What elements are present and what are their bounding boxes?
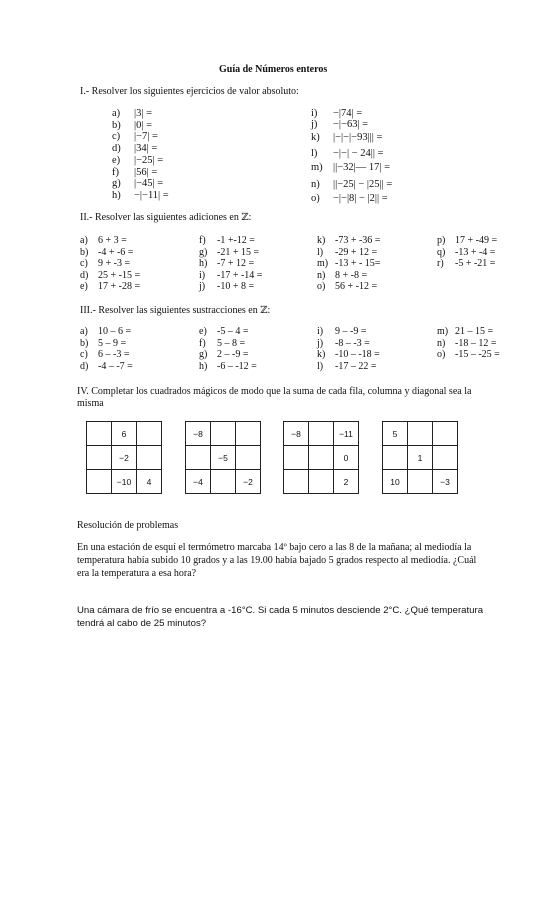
exercise-item [199, 270, 262, 281]
exercise-item [437, 258, 495, 269]
magic-square-cell[interactable]: −8 [186, 422, 211, 446]
exercise-item [80, 361, 133, 372]
exercise-expression: 25 + -15 = [98, 269, 141, 281]
exercise-item [317, 361, 376, 372]
exercise-expression: 56 + -12 = [335, 281, 378, 292]
exercise-expression: -18 – 12 = [455, 337, 497, 349]
exercise-expression: -4 – -7 = [98, 360, 133, 372]
exercise-item [437, 338, 496, 349]
exercise-expression: -13 + -4 = [455, 246, 496, 258]
exercise-expression: -21 + 15 = [217, 246, 260, 258]
problem-2 [77, 604, 483, 630]
exercise-expression: 17 + -28 = [98, 281, 141, 292]
exercise-expression: |0| = [134, 119, 153, 131]
exercise-letter: b) [112, 119, 121, 131]
magic-square-cell[interactable] [408, 470, 433, 494]
exercise-item [112, 108, 152, 120]
exercise-item [199, 338, 245, 349]
exercise-item [317, 247, 377, 258]
exercise-expression: −|−11| = [134, 189, 169, 201]
magic-square-cell[interactable]: 4 [137, 470, 162, 494]
exercise-expression: 21 – 15 = [455, 326, 494, 337]
magic-square-cell[interactable]: −2 [236, 470, 261, 494]
magic-square-cell[interactable] [87, 422, 112, 446]
magic-square-cell[interactable]: −8 [284, 422, 309, 446]
section-2-heading: II.- Resolver las siguientes adiciones en ℤ: [80, 212, 252, 223]
exercise-item [112, 131, 158, 143]
exercise-letter: d) [80, 360, 89, 372]
magic-square-cell[interactable]: 10 [383, 470, 408, 494]
exercise-letter: i) [311, 108, 318, 119]
exercise-item [317, 326, 366, 337]
exercise-letter: r) [437, 258, 444, 269]
exercise-expression: 6 + 3 = [98, 235, 127, 246]
magic-square-cell[interactable] [87, 470, 112, 494]
problem-1-line: era la temperatura a esa hora? [77, 568, 197, 579]
exercise-letter: k) [317, 349, 326, 360]
magic-square-cell[interactable] [87, 446, 112, 470]
exercise-expression: -10 + 8 = [217, 281, 255, 292]
exercise-expression: −|−63| = [333, 119, 369, 130]
problem-1-line: temperatura había subido 10 grados y a las 19.00 había bajado 5 grados respecto al mediodía. ¿Cuál [77, 555, 477, 566]
magic-square-cell[interactable]: −4 [186, 470, 211, 494]
exercise-letter: e) [80, 281, 88, 292]
magic-square-cell[interactable]: −5 [211, 446, 236, 470]
exercise-item [199, 247, 259, 258]
magic-square-cell[interactable]: 6 [112, 422, 137, 446]
exercise-item [112, 190, 169, 202]
exercise-expression: 9 + -3 = [98, 258, 131, 269]
exercise-expression: -5 – 4 = [217, 326, 249, 337]
magic-square-cell[interactable] [236, 446, 261, 470]
exercise-letter: e) [112, 154, 121, 166]
exercise-item [80, 247, 133, 258]
exercise-item [437, 235, 497, 246]
exercise-expression: 8 + -8 = [335, 269, 368, 281]
section-4-heading-line1: IV. Completar los cuadrados mágicos de modo que la suma de cada fila, columna y diagonal sea la [77, 386, 472, 397]
magic-square [86, 421, 162, 494]
exercise-letter: f) [112, 166, 119, 178]
magic-square-cell[interactable]: 1 [408, 446, 433, 470]
magic-square-cell[interactable] [211, 470, 236, 494]
exercise-item [80, 235, 127, 246]
exercise-letter: k) [311, 132, 320, 143]
exercise-item [311, 132, 382, 144]
magic-square-cell[interactable] [309, 422, 334, 446]
problem-1 [77, 541, 476, 580]
exercise-item [317, 235, 380, 246]
exercise-letter: o) [437, 349, 446, 360]
problems-heading: Resolución de problemas [77, 520, 179, 531]
exercise-item [199, 235, 255, 246]
exercise-expression: -15 – -25 = [455, 349, 500, 360]
exercise-item [112, 167, 157, 179]
exercise-item [199, 361, 257, 372]
magic-square-cell[interactable] [211, 422, 236, 446]
exercise-item [437, 326, 493, 337]
exercise-expression: -5 + -21 = [455, 258, 496, 269]
exercise-expression: −|74| = [333, 108, 363, 119]
magic-square-cell[interactable]: 0 [334, 446, 359, 470]
exercise-expression: -1 +-12 = [217, 235, 255, 246]
exercise-item [80, 258, 130, 269]
exercise-item [311, 179, 392, 191]
exercise-item [437, 349, 500, 360]
exercise-letter: k) [317, 235, 326, 246]
exercise-item [199, 326, 248, 337]
exercise-expression: −|−| − 24|| = [333, 148, 384, 159]
magic-square [185, 421, 261, 494]
page-title: Guía de Números enteros [219, 64, 328, 75]
exercise-expression: 5 – 9 = [98, 337, 127, 349]
exercise-letter: m) [317, 258, 329, 269]
section-3-heading: III.- Resolver las siguientes sustracciones en ℤ: [80, 305, 271, 316]
exercise-item [437, 247, 495, 258]
exercise-letter: n) [311, 179, 320, 190]
exercise-letter: m) [311, 162, 323, 173]
exercise-expression: 17 + -49 = [455, 235, 498, 246]
exercise-letter: j) [199, 281, 206, 292]
exercise-expression: -17 + -14 = [217, 269, 263, 281]
exercise-item [317, 281, 377, 292]
exercise-expression: |34| = [134, 143, 158, 155]
magic-square-cell[interactable] [284, 470, 309, 494]
exercise-item [311, 148, 383, 160]
exercise-letter: d) [112, 143, 121, 155]
exercise-letter: a) [80, 235, 88, 246]
exercise-letter: l) [317, 360, 324, 372]
exercise-letter: f) [199, 235, 206, 246]
exercise-expression: -7 + 12 = [217, 258, 255, 269]
magic-square-cell[interactable] [137, 422, 162, 446]
exercise-letter: f) [199, 337, 206, 349]
magic-square-cell[interactable] [186, 446, 211, 470]
exercise-letter: l) [311, 148, 318, 159]
problem-2-line: tendrá al cabo de 25 minutos? [77, 618, 207, 629]
exercise-letter: g) [199, 349, 208, 360]
exercise-letter: g) [112, 178, 121, 190]
exercise-item [80, 281, 140, 292]
exercise-letter: j) [311, 119, 318, 130]
exercise-expression: 10 – 6 = [98, 326, 132, 337]
exercise-expression: |−25| = [134, 154, 164, 166]
exercise-item [317, 270, 367, 281]
exercise-item [80, 326, 131, 337]
exercise-expression: |−|−|−93||| = [333, 132, 383, 143]
exercise-letter: h) [199, 258, 208, 269]
magic-square-cell[interactable] [236, 422, 261, 446]
problem-2-line: Una cámara de frío se encuentra a -16°C. Si cada 5 minutos desciende 2°C. ¿Qué temperatura [77, 605, 484, 616]
magic-square-cell[interactable]: −11 [334, 422, 359, 446]
exercise-expression: -17 – 22 = [335, 360, 377, 372]
exercise-letter: o) [311, 193, 320, 204]
exercise-expression: -10 – -18 = [335, 349, 380, 360]
exercise-letter: l) [317, 246, 324, 258]
exercise-expression: 5 – 8 = [217, 337, 246, 349]
magic-square-cell[interactable] [309, 446, 334, 470]
exercise-letter: m) [437, 326, 449, 337]
exercise-expression: 2 – -9 = [217, 349, 249, 360]
exercise-expression: -29 + 12 = [335, 246, 378, 258]
exercise-expression: 9 – -9 = [335, 326, 367, 337]
section-1-heading: I.- Resolver los siguientes ejercicios de valor absoluto: [80, 86, 299, 97]
exercise-letter: d) [80, 269, 89, 281]
exercise-letter: c) [80, 349, 88, 360]
exercise-letter: h) [199, 360, 208, 372]
exercise-letter: i) [317, 326, 324, 337]
exercise-expression: −|−|8| − |2|| = [333, 193, 388, 204]
exercise-letter: e) [199, 326, 207, 337]
exercise-item [311, 193, 388, 205]
exercise-letter: p) [437, 235, 446, 246]
exercise-expression: |56| = [134, 166, 158, 178]
exercise-item [199, 349, 248, 360]
exercise-expression: ||−25| − |25|| = [333, 179, 393, 190]
exercise-expression: -4 + -6 = [98, 246, 134, 258]
magic-square-cell[interactable]: −3 [433, 470, 458, 494]
exercise-item [317, 338, 370, 349]
exercise-letter: n) [437, 337, 446, 349]
exercise-letter: q) [437, 246, 446, 258]
exercise-expression: |3| = [134, 108, 153, 119]
magic-square-cell[interactable] [309, 470, 334, 494]
exercise-letter: a) [80, 326, 88, 337]
exercise-item [112, 178, 163, 190]
magic-square-cell[interactable]: −10 [112, 470, 137, 494]
magic-square-cell[interactable] [408, 422, 433, 446]
exercise-expression: -8 – -3 = [335, 337, 370, 349]
exercise-item [80, 349, 129, 360]
exercise-expression: 6 – -3 = [98, 349, 130, 360]
magic-square-cell[interactable]: −2 [112, 446, 137, 470]
exercise-letter: n) [317, 269, 326, 281]
exercise-letter: b) [80, 246, 89, 258]
exercise-item [311, 162, 390, 174]
exercise-letter: g) [199, 246, 208, 258]
magic-square-cell[interactable] [433, 446, 458, 470]
exercise-item [80, 270, 140, 281]
exercise-item [112, 120, 152, 132]
magic-square-cell[interactable]: 2 [334, 470, 359, 494]
exercise-item [317, 349, 380, 360]
exercise-letter: c) [112, 131, 121, 143]
exercise-letter: c) [80, 258, 88, 269]
exercise-item [199, 281, 254, 292]
exercise-item [80, 338, 126, 349]
exercise-expression: -73 + -36 = [335, 235, 381, 246]
magic-square [283, 421, 359, 494]
exercise-letter: i) [199, 269, 206, 281]
exercise-item [112, 143, 157, 155]
exercise-letter: o) [317, 281, 326, 292]
exercise-expression: ||−32|— 17| = [333, 162, 391, 173]
magic-square-cell[interactable] [137, 446, 162, 470]
section-4-heading-line2: misma [77, 398, 104, 409]
exercise-item [317, 258, 380, 269]
exercise-expression: -13 + - 15= [335, 258, 381, 269]
problem-1-line: En una estación de esquí el termómetro marcaba 14º bajo cero a las 8 de la mañana; al mediodía la [77, 542, 472, 553]
exercise-item [199, 258, 254, 269]
magic-square-cell[interactable] [383, 446, 408, 470]
exercise-letter: h) [112, 189, 121, 201]
exercise-letter: a) [112, 108, 121, 119]
exercise-letter: b) [80, 337, 89, 349]
exercise-letter: j) [317, 337, 324, 349]
exercise-item [112, 155, 163, 167]
magic-square-cell[interactable] [433, 422, 458, 446]
exercise-expression: -6 – -12 = [217, 360, 257, 372]
magic-square [382, 421, 458, 494]
magic-square-cell[interactable]: 5 [383, 422, 408, 446]
exercise-expression: |−7| = [134, 131, 158, 143]
exercise-item [311, 119, 368, 131]
magic-square-cell[interactable] [284, 446, 309, 470]
exercise-expression: |−45| = [134, 178, 164, 190]
